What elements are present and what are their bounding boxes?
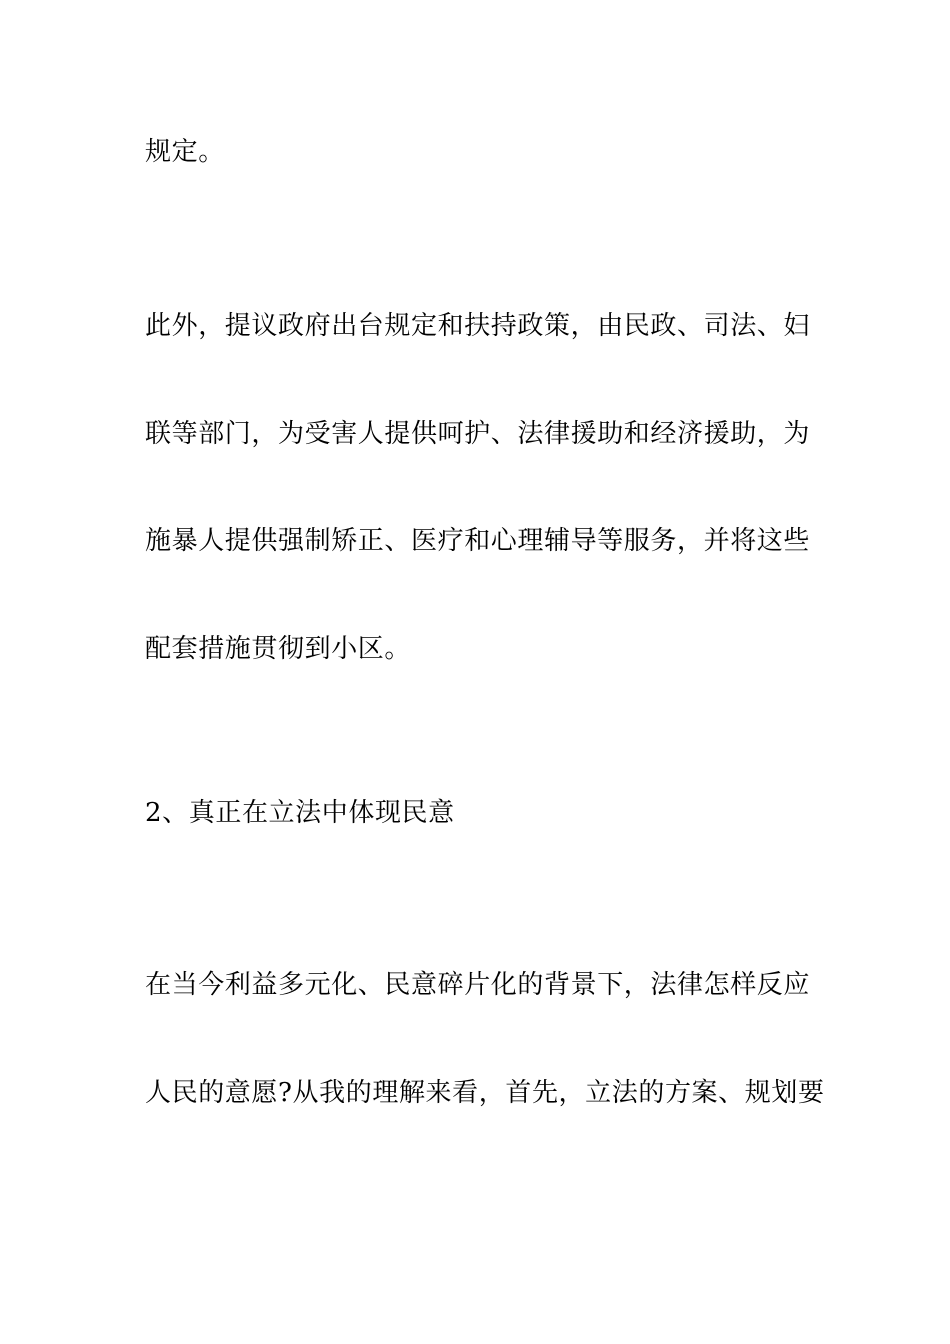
paragraph-line: 施暴人提供强制矫正、医疗和心理辅导等服务，并将这些 (145, 526, 811, 556)
paragraph-line: 在当今利益多元化、民意碎片化的背景下，法律怎样反应 (145, 970, 811, 1000)
paragraph-line: 此外，提议政府出台规定和扶持政策，由民政、司法、妇 (145, 311, 811, 341)
paragraph-line: 规定。 (145, 137, 225, 167)
paragraph-line: 人民的意愿?从我的理解来看，首先，立法的方案、规划要 (145, 1078, 825, 1108)
section-heading: 2、真正在立法中体现民意 (145, 798, 455, 828)
paragraph-line: 配套措施贯彻到小区。 (145, 634, 412, 664)
paragraph-line: 联等部门，为受害人提供呵护、法律援助和经济援助，为 (145, 419, 811, 449)
